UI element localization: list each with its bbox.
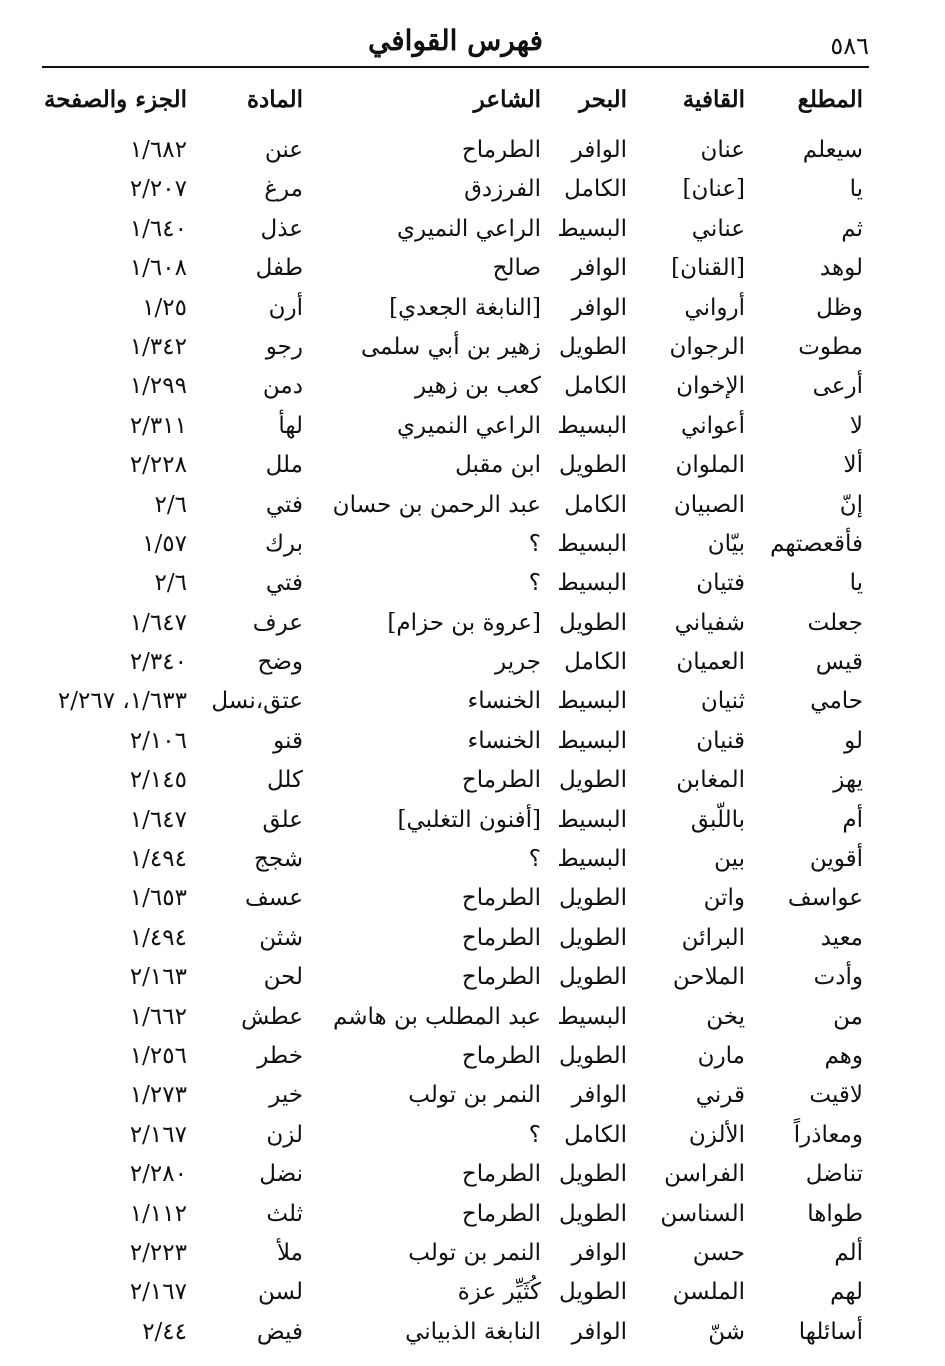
cell-madda: دمن xyxy=(262,373,303,400)
cell-qafiya: بين xyxy=(714,846,745,873)
cell-madda: خير xyxy=(269,1082,303,1109)
cell-qafiya: أعواني xyxy=(681,412,745,439)
cell-shaer: الطرماح xyxy=(461,137,541,163)
table-row xyxy=(0,1154,945,1193)
table-row xyxy=(0,878,945,917)
cell-madda: عطش xyxy=(241,1003,303,1030)
cell-juz: ٢/٢٨٠ xyxy=(129,1161,187,1188)
cell-bahr: الطويل xyxy=(559,452,627,479)
cell-shaer: عبد المطلب بن هاشم xyxy=(332,1003,541,1030)
table-row xyxy=(0,1115,945,1154)
column-headers xyxy=(0,80,945,120)
cell-juz: ٢/٢٢٣ xyxy=(129,1239,187,1266)
cell-shaer: النابغة الذبياني xyxy=(405,1318,541,1345)
cell-matla: سيعلم xyxy=(802,137,863,163)
cell-bahr: الطويل xyxy=(559,1042,627,1069)
cell-matla: فأقعصتهم xyxy=(770,530,863,557)
cell-madda: رجو xyxy=(265,333,303,360)
cell-qafiya: العميان xyxy=(676,649,745,676)
table-row xyxy=(0,130,945,169)
cell-juz: ٢/٣٤٠ xyxy=(129,649,187,676)
cell-shaer: الراعي النميري xyxy=(397,412,541,439)
cell-qafiya: السناسن xyxy=(660,1200,745,1227)
cell-madda: برك xyxy=(264,530,303,557)
cell-bahr: الكامل xyxy=(564,176,627,203)
cell-qafiya: الملاحن xyxy=(672,964,745,991)
cell-shaer: الطرماح xyxy=(461,924,541,951)
table-row xyxy=(0,248,945,287)
cell-matla: أقوين xyxy=(809,846,863,873)
table-row xyxy=(0,760,945,799)
table-row xyxy=(0,406,945,445)
cell-qafiya: المغابن xyxy=(676,767,745,794)
cell-madda: فيض xyxy=(256,1318,303,1345)
cell-madda: قنو xyxy=(273,727,303,754)
cell-juz: ١/٢٧٣ xyxy=(129,1082,187,1109)
cell-bahr: البسيط xyxy=(557,846,627,873)
cell-juz: ٢/١٤٥ xyxy=(129,767,187,794)
page-number: ٥٨٦ xyxy=(830,32,869,60)
cell-matla: يا xyxy=(849,570,863,597)
cell-juz: ١/٦٨٢ xyxy=(129,137,187,163)
cell-madda: كلل xyxy=(267,767,303,794)
cell-madda: لهأ xyxy=(278,412,303,439)
cell-qafiya: الرجوان xyxy=(669,333,745,360)
cell-juz: ١/٢٥ xyxy=(142,294,187,321)
cell-matla: إنّ xyxy=(839,491,863,518)
cell-shaer: الطرماح xyxy=(461,767,541,794)
cell-matla: قيس xyxy=(815,649,863,676)
cell-qafiya: الملسن xyxy=(672,1279,745,1306)
cell-juz: ٢/١٠٦ xyxy=(129,727,187,754)
cell-bahr: الطويل xyxy=(559,924,627,951)
cell-bahr: الطويل xyxy=(559,1200,627,1227)
table-row xyxy=(0,681,945,720)
cell-bahr: البسيط xyxy=(557,570,627,597)
cell-madda: نضل xyxy=(259,1161,303,1188)
table-row xyxy=(0,169,945,208)
column-header-madda: المادة xyxy=(247,86,303,113)
cell-madda: عنن xyxy=(264,137,303,163)
cell-matla: يهز xyxy=(833,767,863,794)
table-row xyxy=(0,800,945,839)
cell-juz: ٢/٣١١ xyxy=(129,412,187,439)
table-row xyxy=(0,366,945,405)
cell-juz: ٢/٤٤ xyxy=(142,1318,187,1345)
cell-juz: ١/٢٩٩ xyxy=(129,373,187,400)
cell-matla: طواها xyxy=(807,1200,863,1227)
cell-qafiya: مارن xyxy=(697,1042,745,1069)
cell-madda: ملل xyxy=(265,452,303,479)
table-row xyxy=(0,1075,945,1114)
cell-bahr: الكامل xyxy=(564,1121,627,1148)
cell-juz: ٢/٦ xyxy=(154,570,187,597)
cell-bahr: الطويل xyxy=(559,1161,627,1188)
cell-shaer: كُثَيِّر عزة xyxy=(457,1279,541,1306)
column-header-shaer: الشاعر xyxy=(473,86,541,113)
cell-madda: عذل xyxy=(260,215,303,242)
cell-matla: وأدت xyxy=(813,964,863,991)
column-header-qafiya: القافية xyxy=(682,86,745,113)
cell-qafiya: قنيان xyxy=(696,727,745,754)
table-row xyxy=(0,997,945,1036)
cell-bahr: الوافر xyxy=(571,137,627,163)
cell-madda: فتي xyxy=(265,491,303,518)
cell-juz: ١/١١٢ xyxy=(129,1200,187,1227)
cell-shaer: صالح xyxy=(492,255,541,282)
table-row xyxy=(0,485,945,524)
cell-qafiya: يخن xyxy=(706,1003,745,1030)
cell-qafiya: البرائن xyxy=(681,924,745,951)
cell-madda: شثن xyxy=(259,924,303,951)
cell-madda: فتي xyxy=(265,570,303,597)
table-row xyxy=(0,839,945,878)
cell-juz: ٢/١٦٧ xyxy=(129,1279,187,1306)
cell-juz: ١/٢٥٦ xyxy=(129,1042,187,1069)
rhyme-index-table xyxy=(0,130,945,1351)
cell-qafiya: واتن xyxy=(703,885,745,912)
cell-juz: ٢/١٦٣ xyxy=(129,964,187,991)
cell-shaer: الخنساء xyxy=(467,727,541,754)
table-row xyxy=(0,721,945,760)
cell-shaer: [النابغة الجعدي] xyxy=(389,294,541,321)
cell-shaer: الطرماح xyxy=(461,1161,541,1188)
table-row xyxy=(0,524,945,563)
cell-qafiya: الملوان xyxy=(675,452,745,479)
cell-qafiya: الإخوان xyxy=(676,373,745,400)
cell-madda: خطر xyxy=(257,1042,303,1069)
cell-qafiya: أرواني xyxy=(684,294,745,321)
cell-matla: من xyxy=(833,1003,863,1030)
cell-matla: معيد xyxy=(820,924,863,951)
cell-juz: ١/٦٤٠ xyxy=(129,215,187,242)
cell-shaer: النمر بن تولب xyxy=(408,1239,541,1266)
cell-shaer: الراعي النميري xyxy=(397,215,541,242)
cell-bahr: الوافر xyxy=(571,1082,627,1109)
cell-juz: ١/٦٤٧ xyxy=(129,806,187,833)
cell-juz: ١/٦٦٢ xyxy=(129,1003,187,1030)
cell-bahr: الكامل xyxy=(564,373,627,400)
cell-qafiya: الصبيان xyxy=(673,491,745,518)
cell-bahr: البسيط xyxy=(557,806,627,833)
table-row xyxy=(0,1233,945,1272)
cell-shaer: [أفنون التغلبي] xyxy=(397,806,541,833)
cell-juz: ١/٣٤٢ xyxy=(129,333,187,360)
cell-madda: مرغ xyxy=(264,176,303,203)
table-row xyxy=(0,209,945,248)
cell-matla: لو xyxy=(844,727,863,754)
cell-shaer: الطرماح xyxy=(461,964,541,991)
table-row xyxy=(0,1272,945,1311)
cell-shaer: الفرزدق xyxy=(464,176,541,203)
cell-qafiya: بيّان xyxy=(707,530,745,557)
running-head xyxy=(42,22,869,62)
column-header-matla: المطلع xyxy=(797,86,863,113)
cell-juz: ١/٦٠٨ xyxy=(129,255,187,282)
cell-madda: علق xyxy=(262,806,303,833)
cell-bahr: الطويل xyxy=(559,767,627,794)
cell-juz: ١/٦٣٣، ٢/٢٦٧ xyxy=(57,688,187,715)
cell-shaer: كعب بن زهير xyxy=(414,373,541,400)
table-row xyxy=(0,445,945,484)
cell-madda: أرن xyxy=(268,294,303,321)
table-row xyxy=(0,918,945,957)
cell-bahr: الوافر xyxy=(571,294,627,321)
header-rule xyxy=(42,66,869,68)
cell-qafiya: قرني xyxy=(695,1082,745,1109)
cell-madda: لحن xyxy=(263,964,303,991)
cell-bahr: الوافر xyxy=(571,255,627,282)
cell-juz: ٢/٢٢٨ xyxy=(129,452,187,479)
table-row xyxy=(0,1036,945,1075)
cell-qafiya: شفياني xyxy=(674,609,745,636)
cell-shaer: ؟ xyxy=(528,1121,541,1148)
cell-shaer: ؟ xyxy=(528,846,541,873)
cell-matla: ألا xyxy=(843,452,863,479)
cell-shaer: [عروة بن حزام] xyxy=(387,609,541,636)
cell-juz: ١/٦٥٣ xyxy=(129,885,187,912)
cell-matla: ومعاذراً xyxy=(793,1121,863,1148)
table-row xyxy=(0,563,945,602)
cell-juz: ٢/٦ xyxy=(154,491,187,518)
cell-shaer: جرير xyxy=(495,649,541,676)
cell-shaer: النمر بن تولب xyxy=(408,1082,541,1109)
cell-qafiya: الألزن xyxy=(688,1121,745,1148)
cell-qafiya: الفراسن xyxy=(664,1161,745,1188)
cell-madda: عسف xyxy=(244,885,303,912)
cell-juz: ١/٦٤٧ xyxy=(129,609,187,636)
cell-matla: ألم xyxy=(834,1239,863,1266)
table-row xyxy=(0,603,945,642)
cell-madda: ملأ xyxy=(276,1239,303,1266)
cell-qafiya: فتيان xyxy=(696,570,745,597)
cell-madda: شجج xyxy=(254,846,303,873)
cell-juz: ١/٤٩٤ xyxy=(129,846,187,873)
cell-bahr: البسيط xyxy=(557,727,627,754)
cell-madda: طفل xyxy=(255,255,303,282)
table-row xyxy=(0,1194,945,1233)
table-row xyxy=(0,957,945,996)
cell-bahr: البسيط xyxy=(557,1003,627,1030)
cell-matla: لوهد xyxy=(819,255,863,282)
cell-qafiya: [القنان] xyxy=(671,255,745,282)
cell-matla: ثم xyxy=(841,215,863,242)
column-header-juz: الجزء والصفحة xyxy=(43,86,187,113)
cell-bahr: الكامل xyxy=(564,491,627,518)
cell-bahr: البسيط xyxy=(557,530,627,557)
cell-matla: أم xyxy=(842,806,863,833)
cell-bahr: الكامل xyxy=(564,649,627,676)
cell-juz: ٢/٢٠٧ xyxy=(129,176,187,203)
cell-matla: يا xyxy=(849,176,863,203)
cell-matla: لا xyxy=(849,412,863,439)
cell-shaer: الخنساء xyxy=(467,688,541,715)
cell-bahr: الطويل xyxy=(559,1279,627,1306)
cell-juz: ١/٤٩٤ xyxy=(129,924,187,951)
page-title: فهرس القوافي xyxy=(367,24,544,57)
cell-matla: لهم xyxy=(830,1279,863,1306)
cell-shaer: ابن مقبل xyxy=(455,452,541,479)
cell-shaer: ؟ xyxy=(528,530,541,557)
cell-shaer: ؟ xyxy=(528,570,541,597)
cell-bahr: الطويل xyxy=(559,885,627,912)
cell-shaer: الطرماح xyxy=(461,1200,541,1227)
table-row xyxy=(0,1312,945,1351)
cell-madda: لسن xyxy=(257,1279,303,1306)
column-header-bahr: البحر xyxy=(579,86,627,113)
cell-bahr: الطويل xyxy=(559,333,627,360)
cell-madda: وضح xyxy=(257,649,303,676)
cell-bahr: البسيط xyxy=(557,412,627,439)
table-row xyxy=(0,327,945,366)
cell-bahr: الطويل xyxy=(559,964,627,991)
cell-qafiya: باللّبق xyxy=(690,806,745,833)
cell-matla: وهم xyxy=(824,1042,863,1069)
cell-shaer: زهير بن أبي سلمى xyxy=(360,333,541,360)
cell-qafiya: حسن xyxy=(692,1239,745,1266)
cell-qafiya: عناني xyxy=(691,215,745,242)
cell-madda: عتق،نسل xyxy=(211,688,303,715)
cell-matla: جعلت xyxy=(807,609,863,636)
cell-bahr: البسيط xyxy=(557,688,627,715)
cell-qafiya: شنّ xyxy=(708,1318,745,1345)
cell-matla: لاقيت xyxy=(809,1082,863,1109)
cell-matla: أسائلها xyxy=(798,1318,863,1345)
table-row xyxy=(0,642,945,681)
cell-matla: عواسف xyxy=(787,885,863,912)
cell-shaer: الطرماح xyxy=(461,885,541,912)
cell-matla: حامي xyxy=(810,688,863,715)
cell-matla: مطوت xyxy=(798,333,863,360)
cell-bahr: الوافر xyxy=(571,1318,627,1345)
cell-juz: ٢/١٦٧ xyxy=(129,1121,187,1148)
cell-madda: ثلث xyxy=(266,1200,303,1227)
table-row xyxy=(0,288,945,327)
cell-bahr: الطويل xyxy=(559,609,627,636)
cell-shaer: عبد الرحمن بن حسان xyxy=(332,491,541,518)
cell-juz: ١/٥٧ xyxy=(142,530,187,557)
cell-qafiya: عنان xyxy=(700,137,745,163)
cell-matla: وظل xyxy=(816,294,863,321)
cell-bahr: البسيط xyxy=(557,215,627,242)
cell-madda: لزن xyxy=(266,1121,303,1148)
cell-shaer: الطرماح xyxy=(461,1042,541,1069)
cell-matla: أرعى xyxy=(812,373,863,400)
cell-qafiya: ثنيان xyxy=(700,688,745,715)
cell-madda: عرف xyxy=(252,609,303,636)
cell-qafiya: [عنان] xyxy=(682,176,745,203)
cell-matla: تناضل xyxy=(805,1161,863,1188)
cell-bahr: الوافر xyxy=(571,1239,627,1266)
